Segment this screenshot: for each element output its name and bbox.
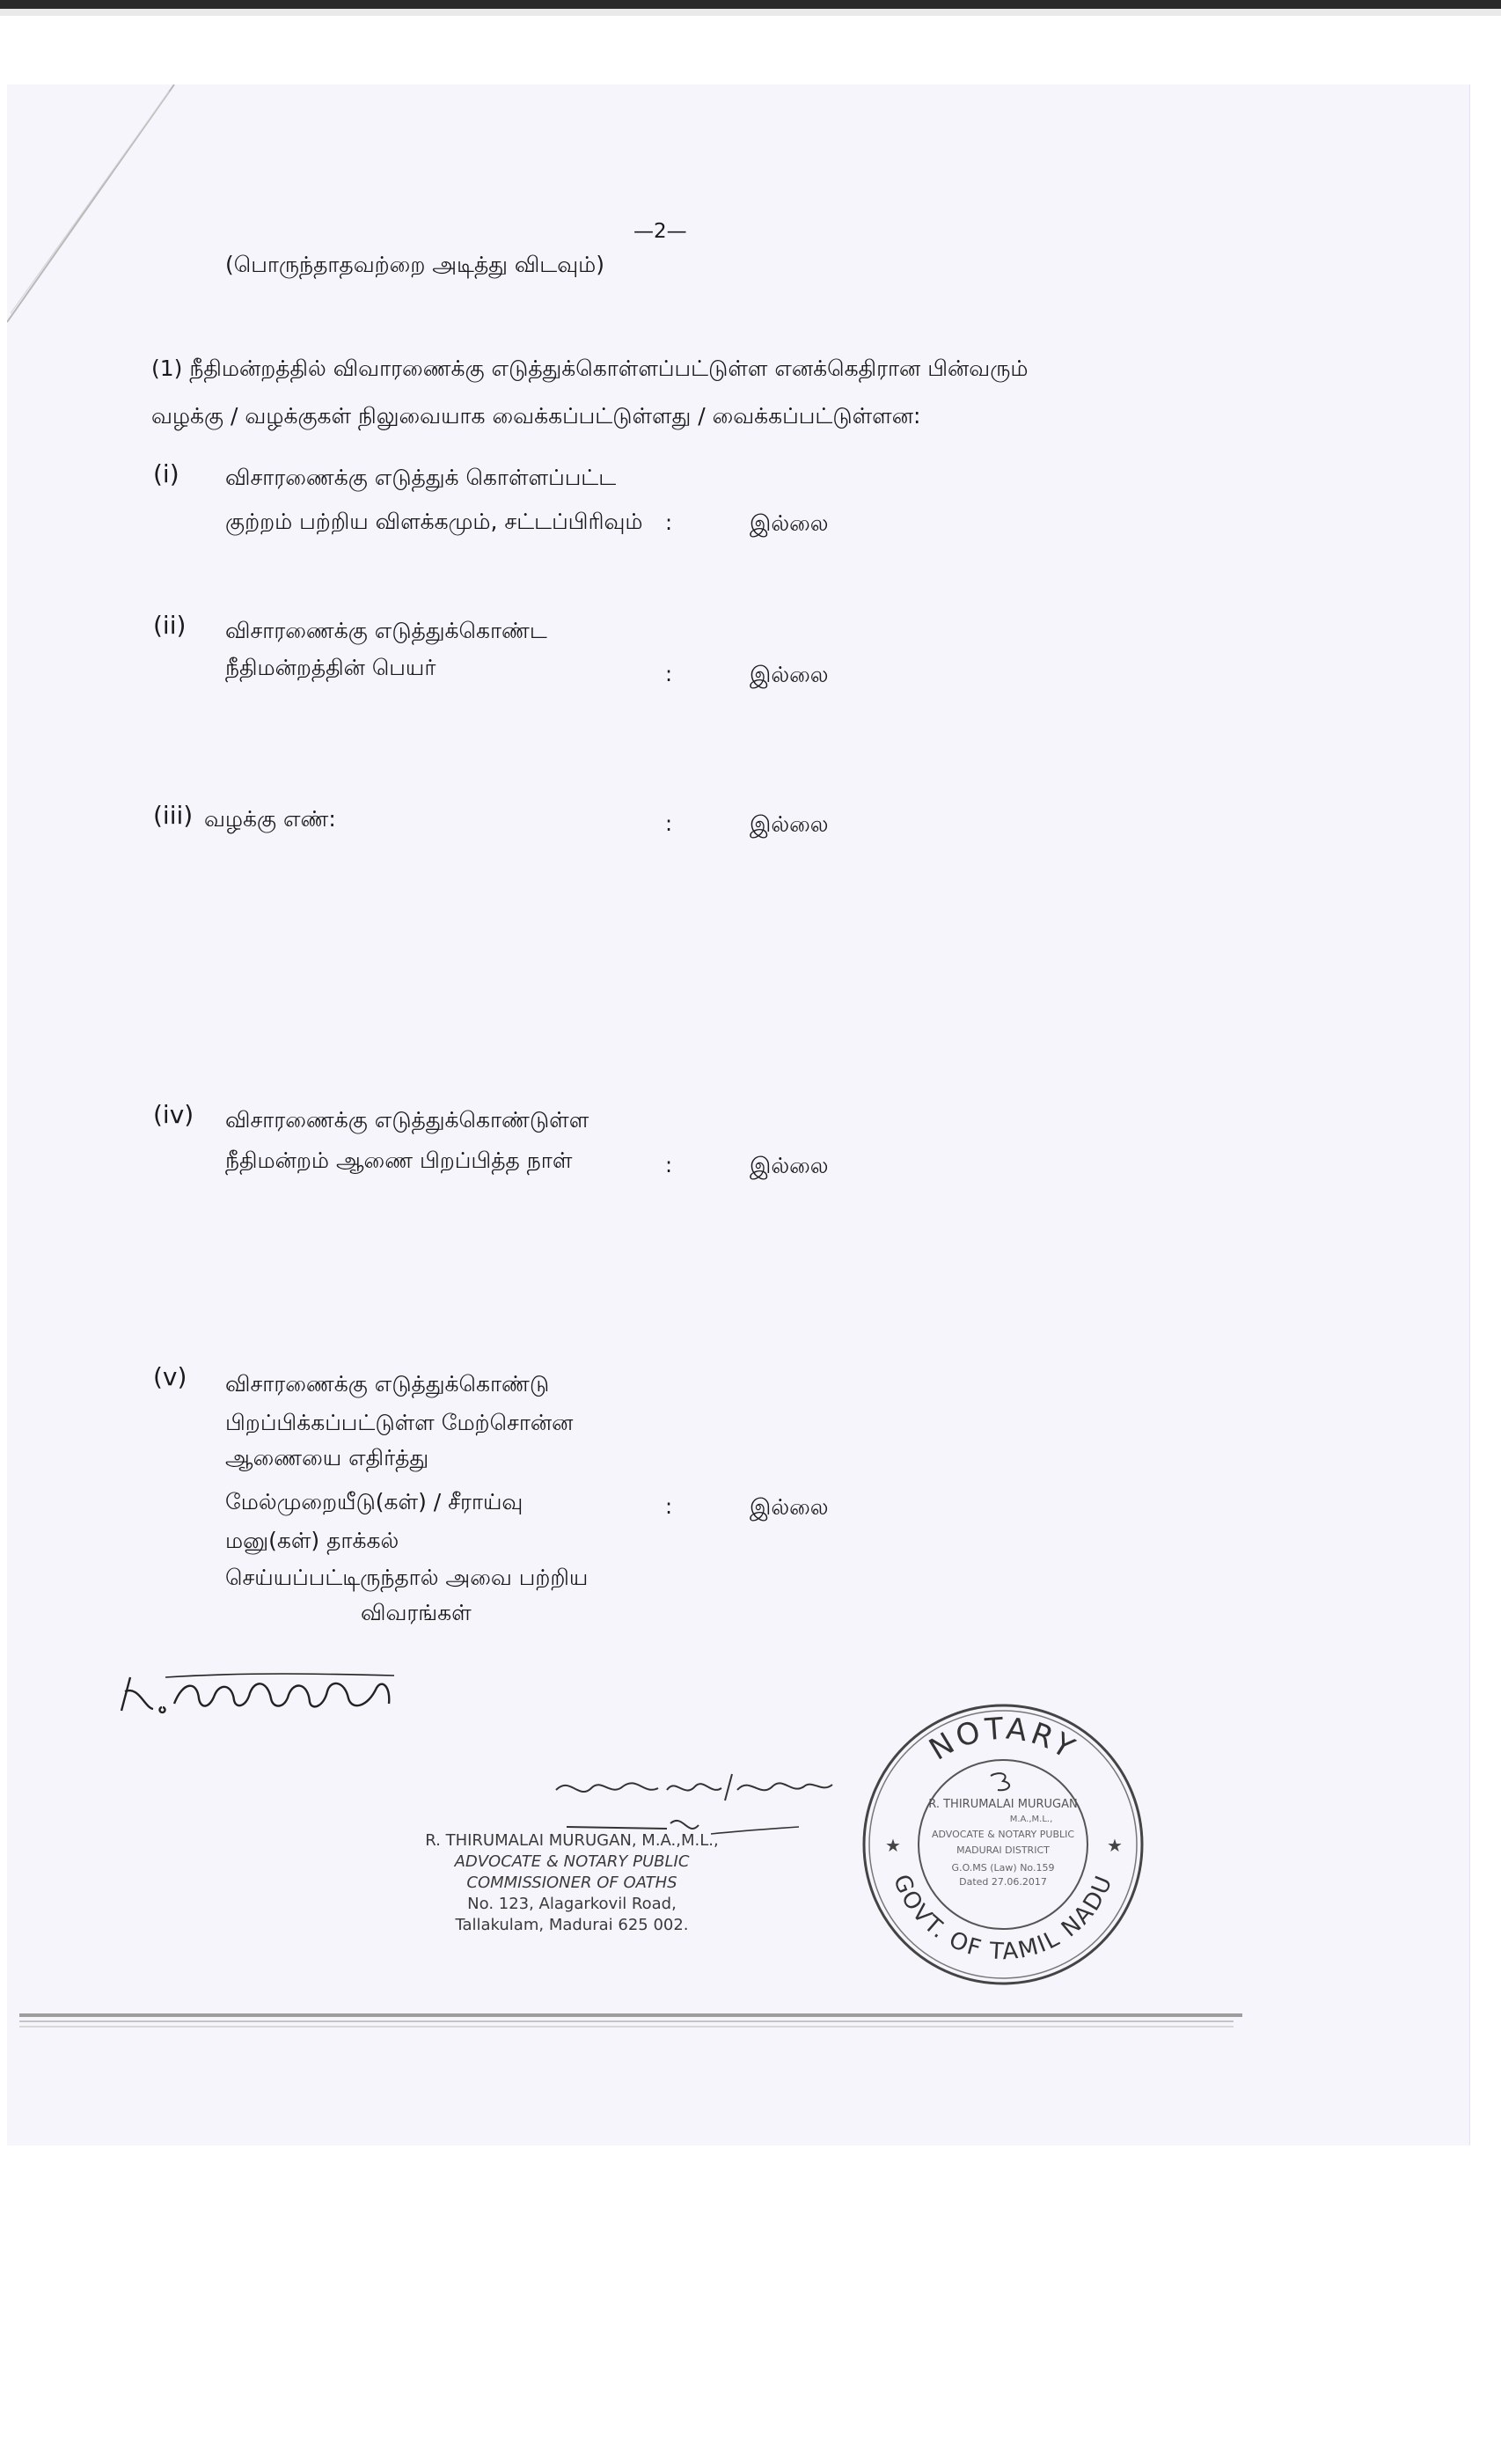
item-value: இல்லை [750, 1494, 829, 1520]
item-value: இல்லை [750, 510, 829, 536]
svg-text:★: ★ [885, 1835, 901, 1856]
item-value: இல்லை [750, 1153, 829, 1178]
seal-top-text: NOTARY [923, 1711, 1084, 1768]
page-bottom-edge-shadow [19, 2020, 1234, 2022]
item-colon: : [665, 662, 673, 686]
page-bottom-edge-shadow [19, 2026, 1234, 2028]
intro-line-1: (1) நீதிமன்றத்தில் விவாரணைக்கு எடுத்துக்கொள்ளப்பட்டுள்ள எனக்கெதிரான பின்வரும் [151, 356, 1029, 381]
item-colon: : [665, 811, 673, 836]
item-colon: : [665, 510, 673, 535]
notary-title: ADVOCATE & NOTARY PUBLIC [454, 1852, 690, 1871]
seal-bottom-text: GOVT. OF TAMIL NADU [887, 1871, 1119, 1966]
item-number: (ii) [153, 611, 187, 640]
notary-address-1: No. 123, Alagarkovil Road, [467, 1895, 677, 1913]
page-bottom-edge [19, 2013, 1242, 2017]
seal-date: Dated 27.06.2017 [959, 1876, 1047, 1888]
notary-address-2: Tallakulam, Madurai 625 002. [455, 1916, 689, 1934]
notary-commission: COMMISSIONER OF OATHS [466, 1874, 677, 1892]
seal-district: MADURAI DISTRICT [956, 1844, 1050, 1856]
item-label-line: செய்யப்பட்டிருந்தால் அவை பற்றிய [225, 1565, 589, 1590]
item-value: இல்லை [750, 811, 829, 837]
item-label-line: குற்றம் பற்றிய விளக்கமும், சட்டப்பிரிவும் [225, 509, 643, 534]
item-label-line: மேல்முறையீடு(கள்) / சீராய்வு [225, 1489, 524, 1514]
item-number: (iii) [153, 801, 194, 830]
item-label-line: விசாரணைக்கு எடுத்துக் கொள்ளப்பட்ட [225, 465, 617, 490]
scan-top-edge [0, 0, 1501, 9]
item-number: (i) [153, 459, 179, 488]
item-label-line: விவரங்கள் [361, 1600, 472, 1625]
seal-degree: M.A.,M.L., [1009, 1815, 1053, 1824]
seal-order: G.O.MS (Law) No.159 [951, 1862, 1055, 1874]
item-label-line: வழக்கு எண்: [204, 806, 336, 832]
seal-name: R. THIRUMALAI MURUGAN [928, 1798, 1078, 1811]
page-number: —2— [633, 220, 687, 243]
item-label-line: நீதிமன்றம் ஆணை பிறப்பித்த நாள் [225, 1148, 573, 1173]
item-label-line: பிறப்பிக்கப்பட்டுள்ள மேற்சொன்ன [225, 1410, 574, 1435]
item-label-line: விசாரணைக்கு எடுத்துக்கொண்டுள்ள [225, 1107, 589, 1133]
item-label-line: ஆணையை எதிர்த்து [225, 1445, 429, 1470]
seal-title: ADVOCATE & NOTARY PUBLIC [931, 1829, 1075, 1840]
folded-corner [7, 84, 183, 331]
notary-name: R. THIRUMALAI MURUGAN, M.A.,M.L., [425, 1831, 719, 1850]
item-value: இல்லை [750, 662, 829, 687]
item-number: (iv) [153, 1100, 194, 1129]
scan-top-margin [0, 9, 1501, 16]
item-label-line: மனு(கள்) தாக்கல் [225, 1528, 399, 1553]
deponent-signature [113, 1668, 403, 1723]
svg-text:★: ★ [1107, 1835, 1123, 1856]
intro-line-2: வழக்கு / வழக்குகள் நிலுவையாக வைக்கப்பட்டுள்ளது / வைக்கப்பட்டுள்ளன: [151, 403, 921, 429]
notary-stamp-block [387, 1830, 757, 1936]
item-label-line: நீதிமன்றத்தின் பெயர் [225, 655, 436, 680]
item-label-line: விசாரணைக்கு எடுத்துக்கொண்டு [225, 1371, 550, 1397]
notary-seal [859, 1700, 1147, 1989]
item-colon: : [665, 1153, 673, 1177]
item-label-line: விசாரணைக்கு எடுத்துக்கொண்ட [225, 618, 547, 643]
strike-instruction: (பொருந்தாதவற்றை அடித்து விடவும்) [225, 252, 605, 277]
item-colon: : [665, 1494, 673, 1519]
item-number: (v) [153, 1362, 187, 1391]
